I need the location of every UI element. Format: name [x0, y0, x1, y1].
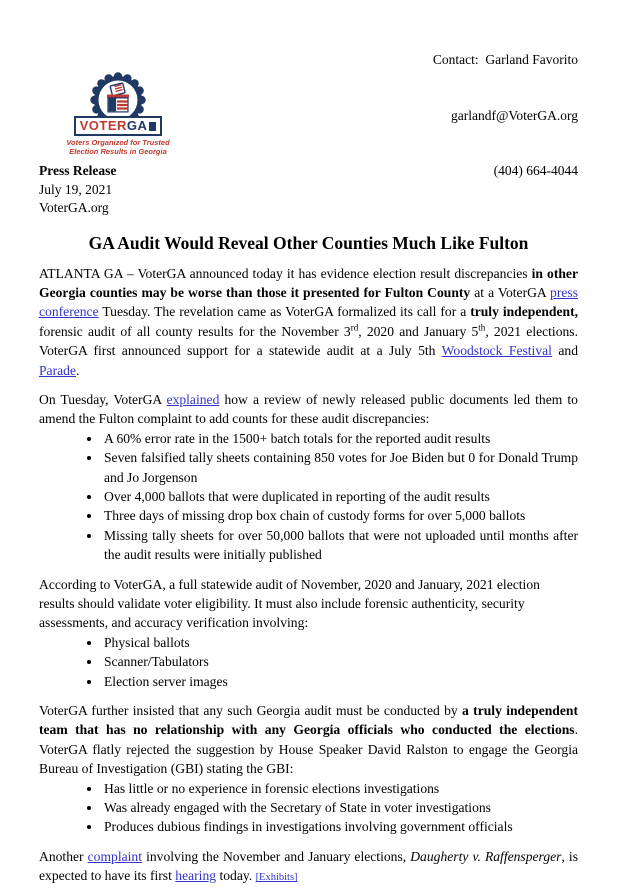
text-run: Scanner/Tabulators	[104, 654, 209, 670]
text-run: Physical ballots	[104, 634, 190, 650]
release-meta	[39, 162, 183, 218]
text-run: .	[76, 362, 80, 378]
text-run: , 2021 elections. VoterGA first announced support for a statewide audit at a July 5th	[39, 323, 578, 359]
logo-wordmark	[74, 116, 163, 136]
text-run: Over 4,000 ballots that were duplicated in reporting of the audit results	[104, 488, 490, 504]
text-run: in other Georgia counties may be worse than those it presented for Fulton County	[39, 265, 578, 300]
bullet-item	[102, 798, 578, 817]
text-run: Has little or no experience in forensic elections investigations	[104, 780, 440, 796]
text-run: Seven falsified tally sheets containing 850 votes for Joe Biden but 0 for Donald Trump and Jo Jorgenson	[104, 450, 578, 485]
bullet-list	[39, 429, 578, 565]
text-run: , 2020 and January 5	[358, 323, 479, 339]
link[interactable]: press conference	[39, 284, 578, 320]
site-name: VoterGA.org	[39, 200, 109, 215]
text-run: th	[478, 322, 486, 333]
logo-wordmark-ga: GA	[126, 118, 148, 133]
bullet-list	[39, 633, 578, 691]
text-run: . VoterGA flatly rejected the suggestion by House Speaker David Ralston to engage the Georgia Bureau of Investigation (GBI) stating the GBI:	[39, 722, 578, 777]
release-date: July 19, 2021	[39, 181, 113, 197]
link[interactable]: complaint	[87, 848, 142, 864]
logo-tagline-line2: Election Results in Georgia	[69, 147, 167, 156]
text-run: ATLANTA GA – VoterGA announced today it has evidence election result discrepancies	[39, 265, 532, 281]
text-run: at a VoterGA	[470, 284, 551, 300]
bullet-item	[102, 672, 578, 691]
press-release-label: Press Release	[39, 163, 117, 178]
text-run: Tuesday. The revelation came as VoterGA formalized its call for a	[98, 304, 471, 320]
text-run: Was already engaged with the Secretary of State in voter investigations	[104, 800, 491, 816]
text-run: A 60% error rate in the 1500+ batch totals for the reported audit results	[104, 430, 491, 446]
text-run: Another	[39, 848, 88, 864]
logo-tagline-line1: Voters Organized for Trusted	[66, 138, 170, 147]
bullet-item	[102, 506, 578, 525]
contact-block	[433, 14, 578, 218]
bullet-item	[102, 817, 578, 836]
logo-wordmark-voter: VOTER	[79, 118, 127, 133]
link[interactable]: Woodstock Festival	[441, 343, 552, 359]
logo-flag-icon	[149, 122, 156, 131]
header-left	[39, 72, 183, 218]
bullet-item	[102, 633, 578, 652]
link[interactable]: explained	[166, 391, 220, 407]
text-run: VoterGA further insisted that any such Georgia audit must be conducted by	[39, 703, 463, 719]
link[interactable]: hearing	[175, 868, 217, 884]
text-run: a truly independent team that has no relationship with any Georgia officials who conducted the elections	[39, 703, 578, 738]
text-run: Daugherty v. Raffensperger	[410, 848, 562, 864]
text-run: involving the November and January elections,	[142, 848, 411, 864]
logo-tagline	[66, 138, 169, 156]
page-title: GA Audit Would Reveal Other Counties Much Like Fulton	[88, 232, 529, 253]
paragraph	[39, 390, 578, 429]
paragraph	[39, 264, 578, 380]
text-run: Missing tally sheets for over 50,000 ballots that were not uploaded until months after the audit results were initially published	[104, 527, 578, 563]
text-run: how a review of newly released public documents led them to amend the Fulton complaint to add counts for these audit discrepancies:	[39, 391, 578, 427]
bullet-item	[102, 487, 578, 506]
contact-name: Contact: Garland Favorito	[432, 52, 578, 67]
bullet-item	[102, 779, 578, 798]
text-run: On Tuesday, VoterGA	[39, 391, 167, 407]
text-run: , is expected to have its first	[39, 848, 578, 884]
text-run: truly independent,	[470, 304, 578, 320]
text-run: forensic audit of all county results for the November 3	[39, 323, 351, 339]
paragraph	[39, 701, 578, 779]
link[interactable]: [Exhibits]	[255, 872, 298, 884]
text-run: today.	[216, 868, 256, 884]
paragraph	[39, 847, 578, 888]
bullet-item	[102, 526, 578, 565]
text-run: According to VoterGA, a full statewide audit of November, 2020 and January, 2021 election results should validate voter eligibility. It must also include forensic authenticity, security assessments, and accuracy verification involving:	[39, 576, 540, 631]
contact-email: garlandf@VoterGA.org	[450, 107, 578, 123]
contact-phone: (404) 664-4044	[493, 163, 578, 178]
bullet-item	[102, 652, 578, 671]
paragraph	[39, 575, 578, 633]
text-run: Three days of missing drop box chain of custody forms for over 5,000 ballots	[104, 508, 526, 524]
bullet-item	[102, 448, 578, 487]
link[interactable]: Parade	[39, 362, 76, 378]
text-run: rd	[350, 322, 359, 333]
bullet-list	[39, 779, 578, 837]
document-body	[39, 264, 578, 888]
text-run: Produces dubious findings in investigations involving government officials	[104, 819, 513, 835]
voterga-logo	[53, 72, 183, 156]
text-run: and	[551, 343, 578, 359]
bullet-item	[102, 429, 578, 448]
document-header	[39, 14, 578, 218]
text-run: Election server images	[104, 673, 228, 689]
